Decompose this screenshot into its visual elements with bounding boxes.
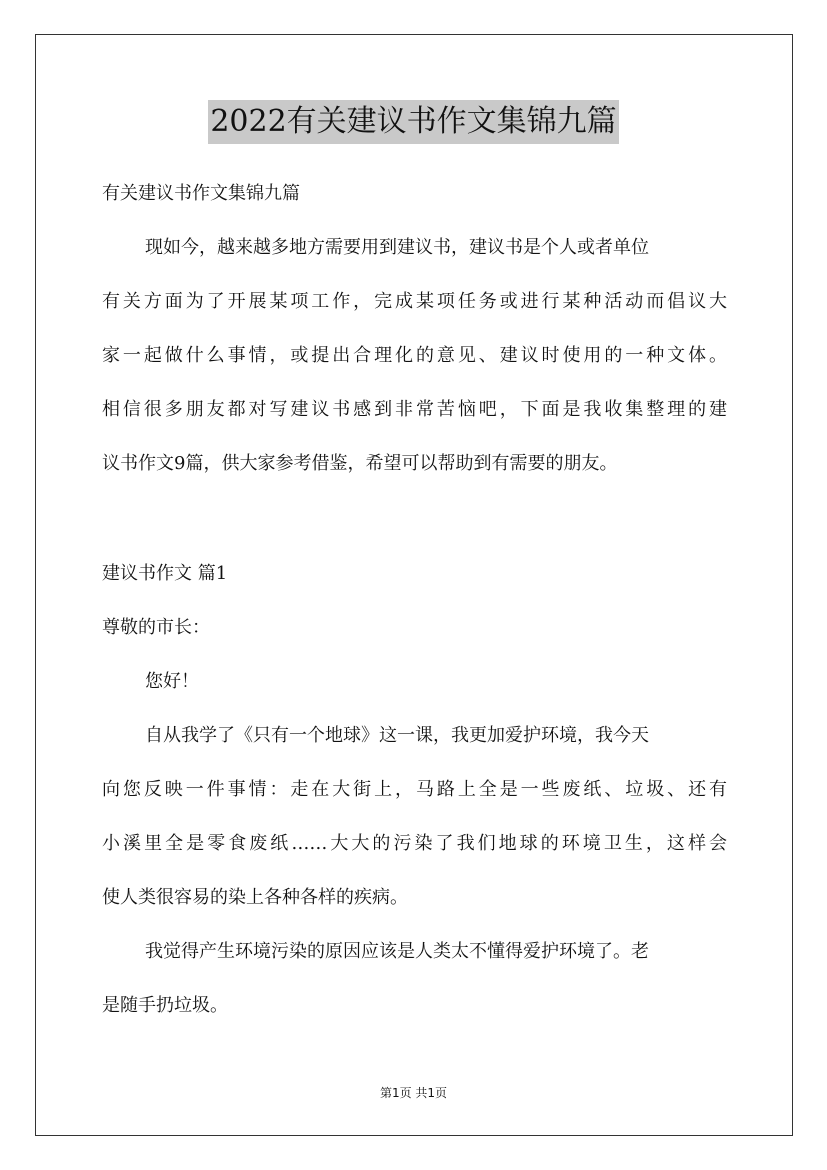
para1-line-2: 向您反映一件事情：走在大街上，马路上全是一些废纸、垃圾、还有: [102, 779, 727, 800]
salutation: 尊敬的市长：: [102, 617, 210, 638]
intro-line-4: 相信很多朋友都对写建议书感到非常苦恼吧，下面是我收集整理的建: [102, 399, 727, 420]
para1-line-4: 使人类很容易的染上各种各样的疾病。: [102, 887, 408, 908]
greeting: 您好！: [145, 671, 199, 692]
document-title: 2022有关建议书作文集锦九篇: [208, 100, 618, 144]
page-footer: 第1页 共1页: [379, 1086, 448, 1100]
document-subtitle: 有关建议书作文集锦九篇: [102, 183, 300, 204]
document-body: [102, 0, 727, 1170]
section-heading: 建议书作文 篇1: [102, 563, 228, 584]
para2-line-2: 是随手扔垃圾。: [102, 995, 228, 1016]
intro-line-3: 家一起做什么事情，或提出合理化的意见、建议时使用的一种文体。: [102, 345, 727, 366]
intro-line-1: 现如今，越来越多地方需要用到建议书，建议书是个人或者单位: [145, 237, 649, 258]
para2-line-1: 我觉得产生环境污染的原因应该是人类太不懂得爱护环境了。老: [145, 941, 649, 962]
intro-line-5: 议书作文9篇，供大家参考借鉴，希望可以帮助到有需要的朋友。: [102, 453, 618, 474]
intro-line-2: 有关方面为了开展某项工作，完成某项任务或进行某种活动而倡议大: [102, 291, 727, 312]
para1-line-1: 自从我学了《只有一个地球》这一课，我更加爱护环境，我今天: [145, 725, 649, 746]
para1-line-3: 小溪里全是零食废纸……大大的污染了我们地球的环境卫生，这样会: [102, 833, 727, 854]
